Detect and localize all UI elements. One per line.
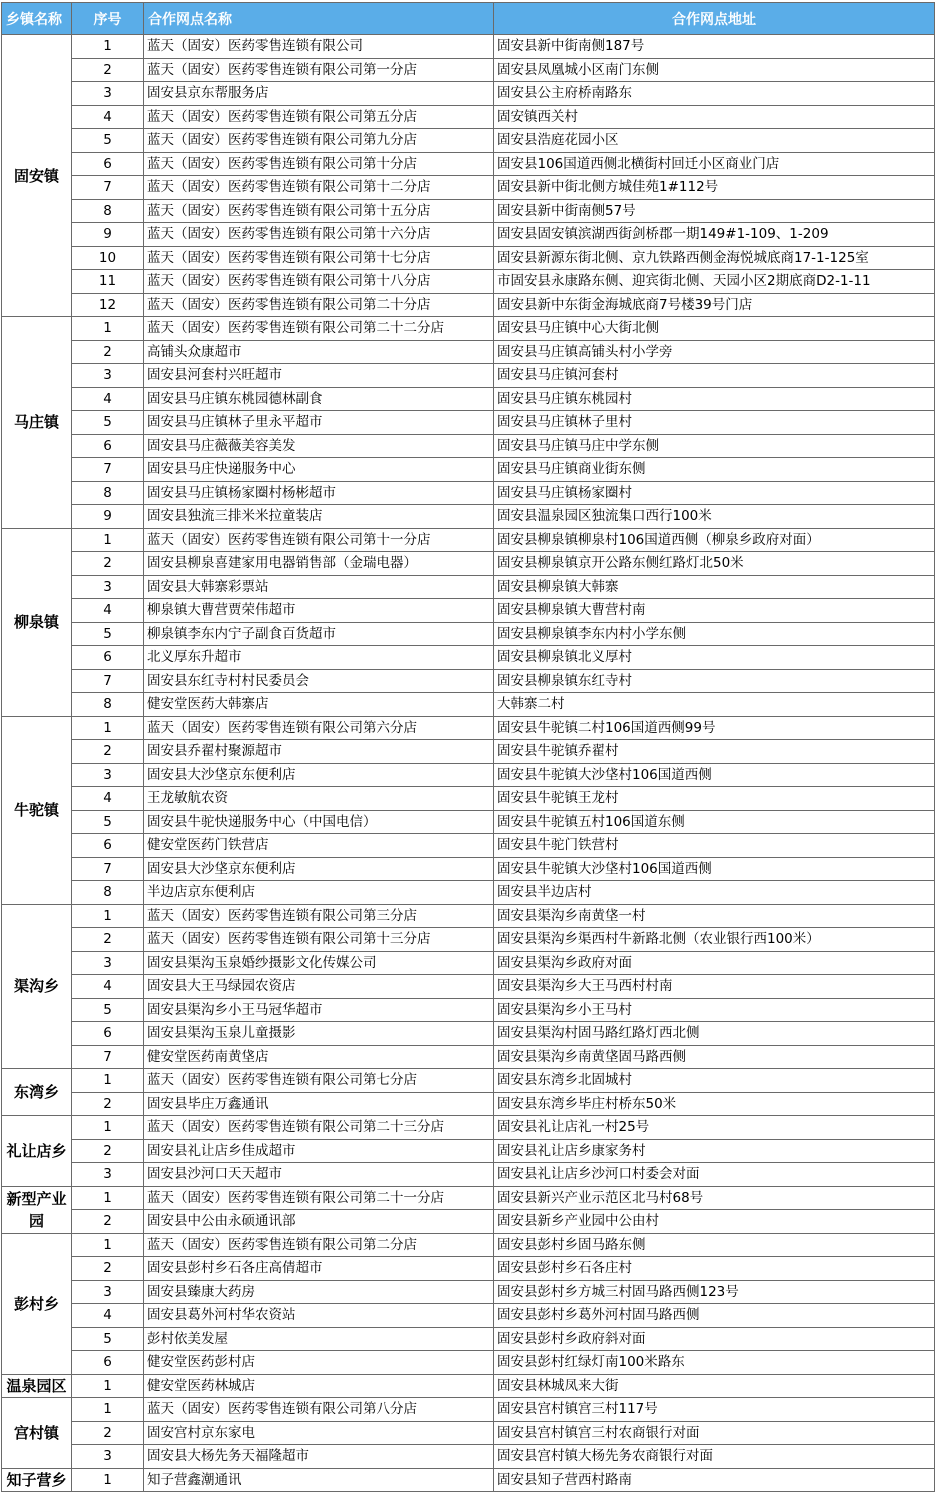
outlet-name: 固安县大王马绿园农资店 xyxy=(144,975,494,999)
table-row xyxy=(2,1116,935,1140)
outlet-name: 健安堂医药南黄垡店 xyxy=(144,1045,494,1069)
row-number: 6 xyxy=(72,1351,144,1375)
outlet-address: 固安县马庄镇中心大街北侧 xyxy=(494,317,935,341)
table-row xyxy=(2,152,935,176)
outlet-name: 健安堂医药林城店 xyxy=(144,1374,494,1398)
outlet-address: 固安县马庄镇林子里村 xyxy=(494,411,935,435)
outlet-address: 固安县柳泉镇李东内村小学东侧 xyxy=(494,622,935,646)
outlet-name: 固安县渠沟乡小王马冠华超市 xyxy=(144,998,494,1022)
row-number: 8 xyxy=(72,881,144,905)
row-number: 3 xyxy=(72,951,144,975)
outlet-name: 北义厚东升超市 xyxy=(144,646,494,670)
outlet-address: 固安县马庄镇高铺头村小学旁 xyxy=(494,340,935,364)
outlet-address: 固安县东湾乡毕庄村桥东50米 xyxy=(494,1092,935,1116)
table-row xyxy=(2,1445,935,1469)
header-address: 合作网点地址 xyxy=(494,3,935,35)
row-number: 7 xyxy=(72,176,144,200)
outlet-address: 固安县牛驼镇五村106国道东侧 xyxy=(494,810,935,834)
row-number: 1 xyxy=(72,1374,144,1398)
table-row xyxy=(2,199,935,223)
row-number: 3 xyxy=(72,1280,144,1304)
table-row xyxy=(2,998,935,1022)
outlet-address: 固安县新乡产业园中公由村 xyxy=(494,1210,935,1234)
outlet-address: 固安县牛驼镇大沙垡村106国道西侧 xyxy=(494,763,935,787)
row-number: 3 xyxy=(72,763,144,787)
outlet-address: 固安县固安镇滨湖西街剑桥郡一期149#1-109、1-209 xyxy=(494,223,935,247)
outlet-address: 固安县柳泉镇大曹营村南 xyxy=(494,599,935,623)
outlet-name: 蓝天（固安）医药零售连锁有限公司第十二分店 xyxy=(144,176,494,200)
outlet-address: 固安县林城凤来大街 xyxy=(494,1374,935,1398)
row-number: 3 xyxy=(72,575,144,599)
table-row xyxy=(2,1257,935,1281)
outlet-name: 柳泉镇李东内宁子副食百货超市 xyxy=(144,622,494,646)
outlet-address: 固安县马庄镇河套村 xyxy=(494,364,935,388)
table-row xyxy=(2,1398,935,1422)
outlet-name: 健安堂医药大韩寨店 xyxy=(144,693,494,717)
outlet-name: 蓝天（固安）医药零售连锁有限公司第八分店 xyxy=(144,1398,494,1422)
outlet-address: 固安县知子营西村路南 xyxy=(494,1468,935,1492)
table-row xyxy=(2,1139,935,1163)
row-number: 6 xyxy=(72,434,144,458)
table-row xyxy=(2,1351,935,1375)
row-number: 6 xyxy=(72,152,144,176)
outlet-name: 固安县渠沟玉泉儿童摄影 xyxy=(144,1022,494,1046)
outlet-address: 固安县牛驼镇二村106国道西侧99号 xyxy=(494,716,935,740)
table-row xyxy=(2,810,935,834)
row-number: 4 xyxy=(72,105,144,129)
row-number: 1 xyxy=(72,317,144,341)
row-number: 3 xyxy=(72,1445,144,1469)
outlet-name: 蓝天（固安）医药零售连锁有限公司第一分店 xyxy=(144,58,494,82)
outlet-address: 固安县渠沟村固马路红路灯西北侧 xyxy=(494,1022,935,1046)
row-number: 11 xyxy=(72,270,144,294)
outlet-name: 蓝天（固安）医药零售连锁有限公司第十三分店 xyxy=(144,928,494,952)
outlet-name: 蓝天（固安）医药零售连锁有限公司第十八分店 xyxy=(144,270,494,294)
table-row xyxy=(2,881,935,905)
outlet-name: 蓝天（固安）医药零售连锁有限公司 xyxy=(144,35,494,59)
row-number: 2 xyxy=(72,928,144,952)
table-row xyxy=(2,904,935,928)
table-row xyxy=(2,834,935,858)
row-number: 1 xyxy=(72,1233,144,1257)
outlet-name: 固安县河套村兴旺超市 xyxy=(144,364,494,388)
outlet-name: 蓝天（固安）医药零售连锁有限公司第二分店 xyxy=(144,1233,494,1257)
outlet-name: 蓝天（固安）医药零售连锁有限公司第十六分店 xyxy=(144,223,494,247)
outlet-name: 固安县大沙垡京东便利店 xyxy=(144,857,494,881)
row-number: 7 xyxy=(72,669,144,693)
outlet-address: 固安县马庄镇东桃园村 xyxy=(494,387,935,411)
town-name: 马庄镇 xyxy=(2,317,72,529)
outlet-address: 固安县柳泉镇京开公路东侧红路灯北50米 xyxy=(494,552,935,576)
row-number: 2 xyxy=(72,552,144,576)
table-row xyxy=(2,481,935,505)
town-name: 彭村乡 xyxy=(2,1233,72,1374)
outlet-name: 固安县大韩寨彩票站 xyxy=(144,575,494,599)
row-number: 8 xyxy=(72,693,144,717)
outlet-name: 蓝天（固安）医药零售连锁有限公司第九分店 xyxy=(144,129,494,153)
outlet-address: 固安县新中街北侧方城佳苑1#112号 xyxy=(494,176,935,200)
outlet-name: 蓝天（固安）医药零售连锁有限公司第十分店 xyxy=(144,152,494,176)
outlet-name: 蓝天（固安）医药零售连锁有限公司第十一分店 xyxy=(144,528,494,552)
table-row xyxy=(2,1186,935,1210)
outlet-address: 固安县柳泉镇北义厚村 xyxy=(494,646,935,670)
outlet-address: 固安县彭村乡石各庄村 xyxy=(494,1257,935,1281)
table-row xyxy=(2,787,935,811)
table-row xyxy=(2,622,935,646)
row-number: 4 xyxy=(72,1304,144,1328)
outlet-name: 固安县马庄镇东桃园德林副食 xyxy=(144,387,494,411)
outlet-name: 固安县牛驼快递服务中心（中国电信） xyxy=(144,810,494,834)
row-number: 3 xyxy=(72,1163,144,1187)
outlet-name: 彭村依美发屋 xyxy=(144,1327,494,1351)
table-row xyxy=(2,387,935,411)
outlet-address: 固安县浩庭花园小区 xyxy=(494,129,935,153)
row-number: 7 xyxy=(72,857,144,881)
outlet-name: 固安宫村京东家电 xyxy=(144,1421,494,1445)
outlet-address: 固安县东湾乡北固城村 xyxy=(494,1069,935,1093)
outlet-address: 固安县礼让店礼一村25号 xyxy=(494,1116,935,1140)
outlet-address: 固安县彭村乡政府斜对面 xyxy=(494,1327,935,1351)
outlet-name: 蓝天（固安）医药零售连锁有限公司第十七分店 xyxy=(144,246,494,270)
outlet-address: 固安县渠沟乡大王马西村村南 xyxy=(494,975,935,999)
row-number: 8 xyxy=(72,481,144,505)
outlet-name: 固安县葛外河村华农资站 xyxy=(144,1304,494,1328)
row-number: 1 xyxy=(72,904,144,928)
outlet-address: 固安县柳泉镇大韩寨 xyxy=(494,575,935,599)
outlet-address: 市固安县永康路东侧、迎宾街北侧、天园小区2期底商D2-1-11 xyxy=(494,270,935,294)
outlet-name: 固安县独流三排米米拉童装店 xyxy=(144,505,494,529)
row-number: 9 xyxy=(72,223,144,247)
row-number: 2 xyxy=(72,58,144,82)
outlet-name: 半边店京东便利店 xyxy=(144,881,494,905)
outlet-address: 固安县牛驼镇乔翟村 xyxy=(494,740,935,764)
outlet-name: 固安县马庄镇杨家圈村杨彬超市 xyxy=(144,481,494,505)
header-town: 乡镇名称 xyxy=(2,3,72,35)
table-row xyxy=(2,223,935,247)
row-number: 1 xyxy=(72,1398,144,1422)
table-row xyxy=(2,763,935,787)
row-number: 2 xyxy=(72,1210,144,1234)
table-row xyxy=(2,364,935,388)
row-number: 6 xyxy=(72,646,144,670)
outlet-address: 固安县新中街南侧57号 xyxy=(494,199,935,223)
outlet-name: 固安县渠沟玉泉婚纱摄影文化传媒公司 xyxy=(144,951,494,975)
table-row xyxy=(2,1233,935,1257)
row-number: 5 xyxy=(72,622,144,646)
row-number: 2 xyxy=(72,1421,144,1445)
row-number: 5 xyxy=(72,1327,144,1351)
outlet-name: 固安县柳泉喜建家用电器销售部（金瑞电器） xyxy=(144,552,494,576)
table-row xyxy=(2,1045,935,1069)
outlet-name: 蓝天（固安）医药零售连锁有限公司第五分店 xyxy=(144,105,494,129)
table-row xyxy=(2,434,935,458)
header-row xyxy=(2,3,935,35)
outlet-address: 固安县宫村镇宫三村117号 xyxy=(494,1398,935,1422)
outlet-name: 固安县马庄薇薇美容美发 xyxy=(144,434,494,458)
town-name: 东湾乡 xyxy=(2,1069,72,1116)
row-number: 10 xyxy=(72,246,144,270)
outlet-name: 王龙敏航农资 xyxy=(144,787,494,811)
outlet-address: 固安县柳泉镇东红寺村 xyxy=(494,669,935,693)
outlet-name: 固安县马庄镇林子里永平超市 xyxy=(144,411,494,435)
row-number: 1 xyxy=(72,716,144,740)
outlet-table xyxy=(1,2,935,1492)
outlet-address: 固安县宫村镇大杨先务农商银行对面 xyxy=(494,1445,935,1469)
table-row xyxy=(2,975,935,999)
outlet-address: 固安县渠沟乡小王马村 xyxy=(494,998,935,1022)
outlet-address: 固安县渠沟乡政府对面 xyxy=(494,951,935,975)
outlet-name: 蓝天（固安）医药零售连锁有限公司第十五分店 xyxy=(144,199,494,223)
row-number: 7 xyxy=(72,458,144,482)
outlet-address: 大韩寨二村 xyxy=(494,693,935,717)
table-row xyxy=(2,411,935,435)
outlet-address: 固安县宫村镇宫三村农商银行对面 xyxy=(494,1421,935,1445)
table-row xyxy=(2,270,935,294)
outlet-name: 蓝天（固安）医药零售连锁有限公司第二十一分店 xyxy=(144,1186,494,1210)
outlet-address: 固安县彭村红绿灯南100米路东 xyxy=(494,1351,935,1375)
table-row xyxy=(2,1069,935,1093)
outlet-name: 固安县马庄快递服务中心 xyxy=(144,458,494,482)
outlet-address: 固安县新兴产业示范区北马村68号 xyxy=(494,1186,935,1210)
outlet-address: 固安县牛驼镇大沙垡村106国道西侧 xyxy=(494,857,935,881)
outlet-address: 固安镇西关村 xyxy=(494,105,935,129)
outlet-name: 高铺头众康超市 xyxy=(144,340,494,364)
outlet-name: 固安县大沙垡京东便利店 xyxy=(144,763,494,787)
outlet-name: 固安县礼让店乡佳成超市 xyxy=(144,1139,494,1163)
outlet-address: 固安县礼让店乡康家务村 xyxy=(494,1139,935,1163)
row-number: 4 xyxy=(72,787,144,811)
outlet-address: 固安县新源东街北侧、京九铁路西侧金海悦城底商17-1-125室 xyxy=(494,246,935,270)
table-row xyxy=(2,1327,935,1351)
outlet-address: 固安县柳泉镇柳泉村106国道西侧（柳泉乡政府对面） xyxy=(494,528,935,552)
outlet-address: 固安县渠沟乡渠西村牛新路北侧（农业银行西100米） xyxy=(494,928,935,952)
table-row xyxy=(2,693,935,717)
table-row xyxy=(2,58,935,82)
outlet-name: 柳泉镇大曹营贾荣伟超市 xyxy=(144,599,494,623)
town-name: 柳泉镇 xyxy=(2,528,72,716)
outlet-address: 固安县牛驼门铁营村 xyxy=(494,834,935,858)
outlet-name: 固安县乔翟村聚源超市 xyxy=(144,740,494,764)
outlet-name: 固安县臻康大药房 xyxy=(144,1280,494,1304)
table-body xyxy=(2,35,935,1492)
town-name: 新型产业园 xyxy=(2,1186,72,1233)
row-number: 1 xyxy=(72,1116,144,1140)
table-row xyxy=(2,82,935,106)
table-row xyxy=(2,528,935,552)
table-row xyxy=(2,105,935,129)
outlet-name: 蓝天（固安）医药零售连锁有限公司第二十二分店 xyxy=(144,317,494,341)
outlet-name: 蓝天（固安）医药零售连锁有限公司第二十三分店 xyxy=(144,1116,494,1140)
outlet-address: 固安县渠沟乡南黄垡一村 xyxy=(494,904,935,928)
table-row xyxy=(2,575,935,599)
row-number: 3 xyxy=(72,364,144,388)
outlet-name: 蓝天（固安）医药零售连锁有限公司第七分店 xyxy=(144,1069,494,1093)
row-number: 3 xyxy=(72,82,144,106)
outlet-name: 固安县中公由永硕通讯部 xyxy=(144,1210,494,1234)
town-name: 知子营乡 xyxy=(2,1468,72,1492)
row-number: 5 xyxy=(72,129,144,153)
table-row xyxy=(2,1468,935,1492)
row-number: 7 xyxy=(72,1045,144,1069)
outlet-address: 固安县马庄镇商业街东侧 xyxy=(494,458,935,482)
table-row xyxy=(2,293,935,317)
row-number: 1 xyxy=(72,1186,144,1210)
table-row xyxy=(2,246,935,270)
row-number: 2 xyxy=(72,740,144,764)
table-row xyxy=(2,857,935,881)
row-number: 5 xyxy=(72,998,144,1022)
outlet-name: 蓝天（固安）医药零售连锁有限公司第三分店 xyxy=(144,904,494,928)
table-row xyxy=(2,552,935,576)
outlet-address: 固安县牛驼镇王龙村 xyxy=(494,787,935,811)
row-number: 1 xyxy=(72,35,144,59)
row-number: 2 xyxy=(72,340,144,364)
row-number: 6 xyxy=(72,1022,144,1046)
town-name: 温泉园区 xyxy=(2,1374,72,1398)
table-row xyxy=(2,1304,935,1328)
town-name: 礼让店乡 xyxy=(2,1116,72,1187)
table-row xyxy=(2,1210,935,1234)
table-row xyxy=(2,1374,935,1398)
table-row xyxy=(2,505,935,529)
row-number: 4 xyxy=(72,975,144,999)
outlet-address: 固安县彭村乡固马路东侧 xyxy=(494,1233,935,1257)
row-number: 6 xyxy=(72,834,144,858)
row-number: 2 xyxy=(72,1139,144,1163)
table-row xyxy=(2,176,935,200)
outlet-address: 固安县渠沟乡南黄垡固马路西侧 xyxy=(494,1045,935,1069)
table-row xyxy=(2,35,935,59)
row-number: 9 xyxy=(72,505,144,529)
town-name: 宫村镇 xyxy=(2,1398,72,1469)
outlet-name: 固安县大杨先务天福隆超市 xyxy=(144,1445,494,1469)
row-number: 2 xyxy=(72,1092,144,1116)
table-row xyxy=(2,599,935,623)
row-number: 4 xyxy=(72,387,144,411)
outlet-address: 固安县马庄镇杨家圈村 xyxy=(494,481,935,505)
town-name: 渠沟乡 xyxy=(2,904,72,1069)
outlet-address: 固安县彭村乡葛外河村固马路西侧 xyxy=(494,1304,935,1328)
outlet-address: 固安县半边店村 xyxy=(494,881,935,905)
outlet-name: 蓝天（固安）医药零售连锁有限公司第六分店 xyxy=(144,716,494,740)
row-number: 5 xyxy=(72,810,144,834)
table-row xyxy=(2,1022,935,1046)
outlet-name: 固安县彭村乡石各庄高倩超市 xyxy=(144,1257,494,1281)
row-number: 12 xyxy=(72,293,144,317)
row-number: 8 xyxy=(72,199,144,223)
table-row xyxy=(2,740,935,764)
row-number: 1 xyxy=(72,1069,144,1093)
outlet-address: 固安县新中东街金海城底商7号楼39号门店 xyxy=(494,293,935,317)
outlet-address: 固安县新中街南侧187号 xyxy=(494,35,935,59)
outlet-address: 固安县礼让店乡沙河口村委会对面 xyxy=(494,1163,935,1187)
town-name: 固安镇 xyxy=(2,35,72,317)
row-number: 1 xyxy=(72,528,144,552)
outlet-address: 固安县马庄镇马庄中学东侧 xyxy=(494,434,935,458)
outlet-name: 健安堂医药彭村店 xyxy=(144,1351,494,1375)
outlet-name: 知子营鑫潮通讯 xyxy=(144,1468,494,1492)
outlet-name: 固安县京东帮服务店 xyxy=(144,82,494,106)
table-row xyxy=(2,1421,935,1445)
outlet-name: 固安县毕庄万鑫通讯 xyxy=(144,1092,494,1116)
row-number: 2 xyxy=(72,1257,144,1281)
table-row xyxy=(2,1280,935,1304)
table-row xyxy=(2,716,935,740)
outlet-address: 固安县凤凰城小区南门东侧 xyxy=(494,58,935,82)
outlet-address: 固安县温泉园区独流集口西行100米 xyxy=(494,505,935,529)
row-number: 4 xyxy=(72,599,144,623)
outlet-name: 蓝天（固安）医药零售连锁有限公司第二十分店 xyxy=(144,293,494,317)
table-row xyxy=(2,928,935,952)
outlet-name: 健安堂医药门铁营店 xyxy=(144,834,494,858)
table-row xyxy=(2,458,935,482)
row-number: 5 xyxy=(72,411,144,435)
outlet-address: 固安县公主府桥南路东 xyxy=(494,82,935,106)
town-name: 牛驼镇 xyxy=(2,716,72,904)
outlet-name: 固安县沙河口天天超市 xyxy=(144,1163,494,1187)
table-row xyxy=(2,951,935,975)
outlet-address: 固安县106国道西侧北横街村回迁小区商业门店 xyxy=(494,152,935,176)
outlet-name: 固安县东红寺村村民委员会 xyxy=(144,669,494,693)
row-number: 1 xyxy=(72,1468,144,1492)
header-num: 序号 xyxy=(72,3,144,35)
table-row xyxy=(2,646,935,670)
table-row xyxy=(2,1163,935,1187)
outlet-address: 固安县彭村乡方城三村固马路西侧123号 xyxy=(494,1280,935,1304)
table-row xyxy=(2,129,935,153)
table-row xyxy=(2,669,935,693)
header-name: 合作网点名称 xyxy=(144,3,494,35)
table-row xyxy=(2,1092,935,1116)
table-row xyxy=(2,317,935,341)
table-row xyxy=(2,340,935,364)
